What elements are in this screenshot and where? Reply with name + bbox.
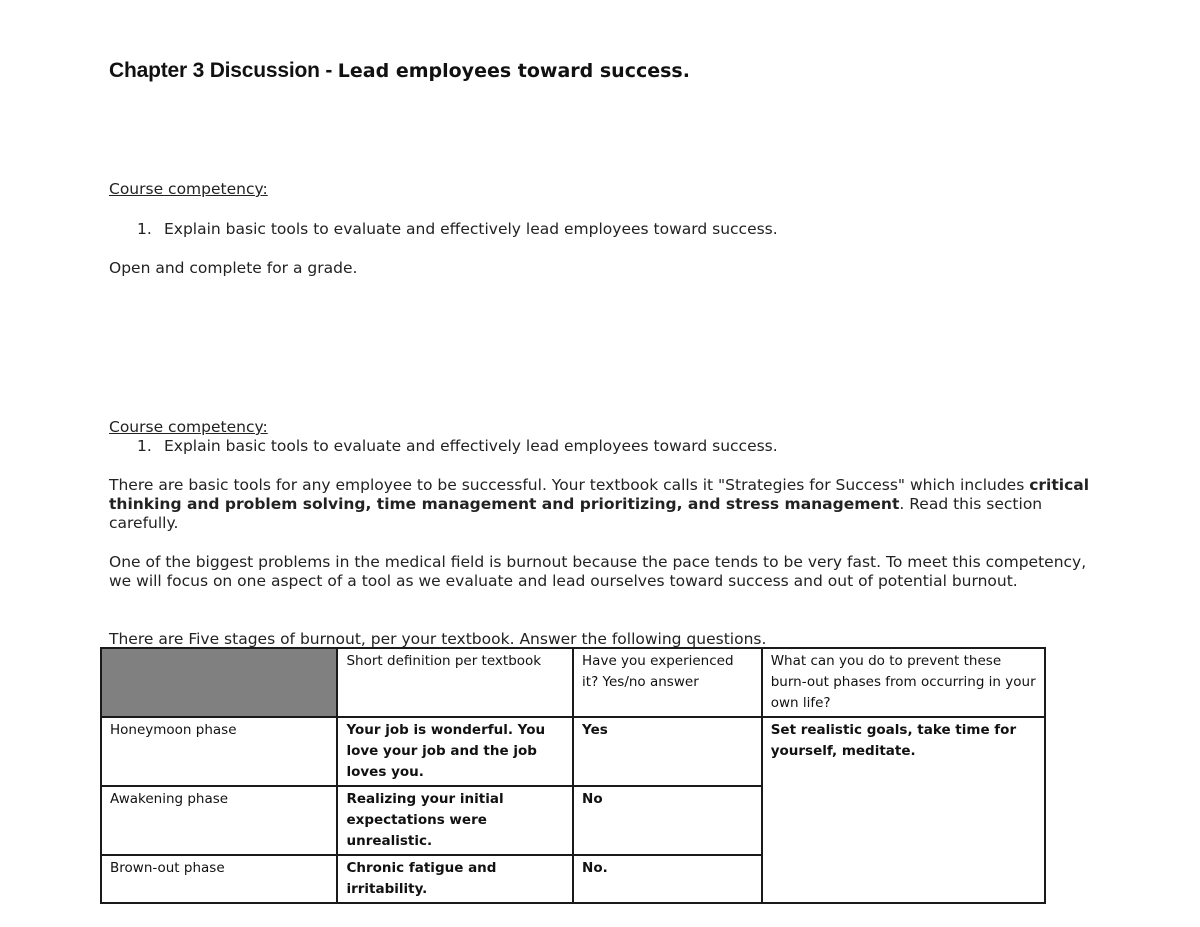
burnout-table — [100, 647, 1046, 904]
list-number: 1. — [137, 437, 152, 455]
definition-cell: Chronic fatigue and irritability. — [337, 855, 573, 903]
phase-cell: Awakening phase — [101, 786, 337, 855]
header-cell-prevention: What can you do to prevent these burn-out phases from occurring in your own life? — [762, 648, 1045, 717]
definition-cell: Your job is wonderful. You love your job and the job loves you. — [337, 717, 573, 786]
list-number: 1. — [137, 220, 152, 238]
prevention-cell: Set realistic goals, take time for yourself, meditate. — [762, 717, 1045, 903]
header-cell-experienced: Have you experienced it? Yes/no answer — [573, 648, 762, 717]
list-text: Explain basic tools to evaluate and effectively lead employees toward success. — [164, 437, 778, 455]
strategies-bold: critical thinking and problem solving, time management and prioritizing, and stress management — [109, 476, 1090, 513]
competency-list-item-1 — [137, 220, 778, 238]
strategies-paragraph: There are basic tools for any employee to be successful. Your textbook calls it "Strategies for Success" which includes critical thinking and problem solving, time management and prioritizing, and stress management. Read this section carefully. — [109, 476, 1090, 532]
title-topic: Lead employees toward success. — [337, 60, 690, 82]
phase-cell: Brown-out phase — [101, 855, 337, 903]
list-text: Explain basic tools to evaluate and effectively lead employees toward success. — [164, 220, 778, 238]
experienced-cell: Yes — [573, 717, 762, 786]
header-cell-definition: Short definition per textbook — [337, 648, 573, 717]
stages-intro: There are Five stages of burnout, per your textbook. Answer the following questions. — [109, 630, 767, 648]
burnout-paragraph: One of the biggest problems in the medical field is burnout because the pace tends to be very fast. To meet this competency, we will focus on one aspect of a tool as we evaluate and lead ourselves toward success and out of potential burnout. — [109, 553, 1087, 590]
phase-cell: Honeymoon phase — [101, 717, 337, 786]
table-row — [101, 717, 1045, 786]
experienced-cell: No. — [573, 855, 762, 903]
table-header-row — [101, 648, 1045, 717]
competency-label-1: Course competency: — [109, 180, 268, 198]
experienced-cell: No — [573, 786, 762, 855]
competency-label-2: Course competency: — [109, 418, 268, 436]
definition-cell: Realizing your initial expectations were unrealistic. — [337, 786, 573, 855]
instruction-text: Open and complete for a grade. — [109, 259, 358, 277]
page-title — [109, 58, 690, 83]
competency-list-item-2 — [137, 437, 778, 455]
header-cell-blank — [101, 648, 337, 717]
title-chapter: Chapter 3 Discussion - — [109, 59, 338, 82]
